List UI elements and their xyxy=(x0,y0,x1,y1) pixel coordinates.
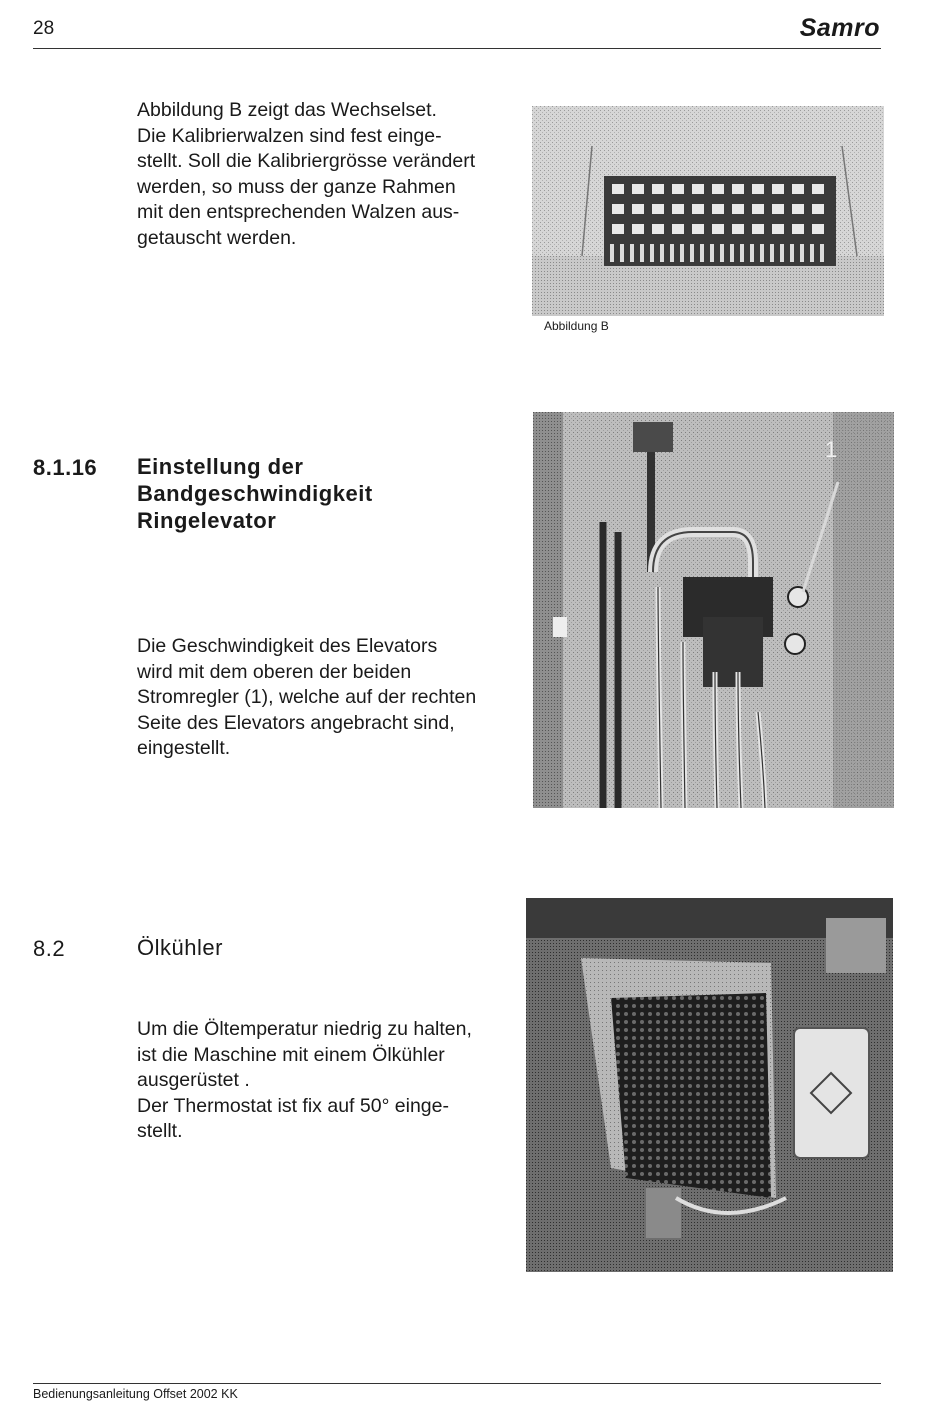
oil-cooler-paragraph xyxy=(137,1017,516,1145)
page-number: 28 xyxy=(33,18,55,39)
callout-label: 1 xyxy=(825,437,838,462)
section-number: 8.2 xyxy=(33,936,66,961)
intro-paragraph xyxy=(137,98,516,251)
oil-cooler-line: ausgerüstet . xyxy=(137,1069,250,1091)
footer-text: Bedienungsanleitung Offset 2002 KK xyxy=(33,1387,238,1401)
section-title xyxy=(137,453,497,534)
intro-line: stellt. Soll die Kalibriergrösse verändert xyxy=(137,150,476,172)
elevator-line: wird mit dem oberen der beiden xyxy=(137,660,412,683)
section-title-line: Bandgeschwindigkeit xyxy=(137,481,373,506)
figure-b-caption: Abbildung B xyxy=(544,319,609,333)
intro-line: Abbildung B zeigt das Wechselset. xyxy=(137,99,437,121)
section-title-line: Einstellung der xyxy=(137,454,304,479)
oil-cooler-line: Der Thermostat ist fix auf 50° einge- xyxy=(137,1094,449,1117)
oil-cooler-line: ist die Maschine mit einem Ölkühler xyxy=(137,1043,445,1066)
intro-line: mit den entsprechenden Walzen aus- xyxy=(137,201,460,223)
brand-logo-text: Samro xyxy=(799,14,880,42)
section-title: Ölkühler xyxy=(137,935,223,960)
section-title-line: Ringelevator xyxy=(137,508,277,533)
oil-cooler-photo xyxy=(526,898,893,1272)
elevator-paragraph xyxy=(137,634,516,762)
section-number: 8.1.16 xyxy=(33,455,98,480)
intro-line: werden, so muss der ganze Rahmen xyxy=(137,175,456,198)
intro-line: Die Kalibrierwalzen sind fest einge- xyxy=(137,124,442,147)
elevator-line: Seite des Elevators angebracht sind, xyxy=(137,711,455,734)
intro-line: getauscht werden. xyxy=(137,226,297,249)
elevator-line: eingestellt. xyxy=(137,737,231,759)
oil-cooler-line: Um die Öltemperatur niedrig zu halten, xyxy=(137,1018,472,1040)
hydraulic-valve-photo xyxy=(533,412,894,808)
oil-cooler-line: stellt. xyxy=(137,1120,183,1142)
elevator-line: Stromregler (1), welche auf der rechten xyxy=(137,686,477,708)
roller-set-photo xyxy=(532,106,884,316)
footer-divider xyxy=(33,1383,881,1384)
header-divider xyxy=(33,48,881,49)
elevator-line: Die Geschwindigkeit des Elevators xyxy=(137,635,438,657)
